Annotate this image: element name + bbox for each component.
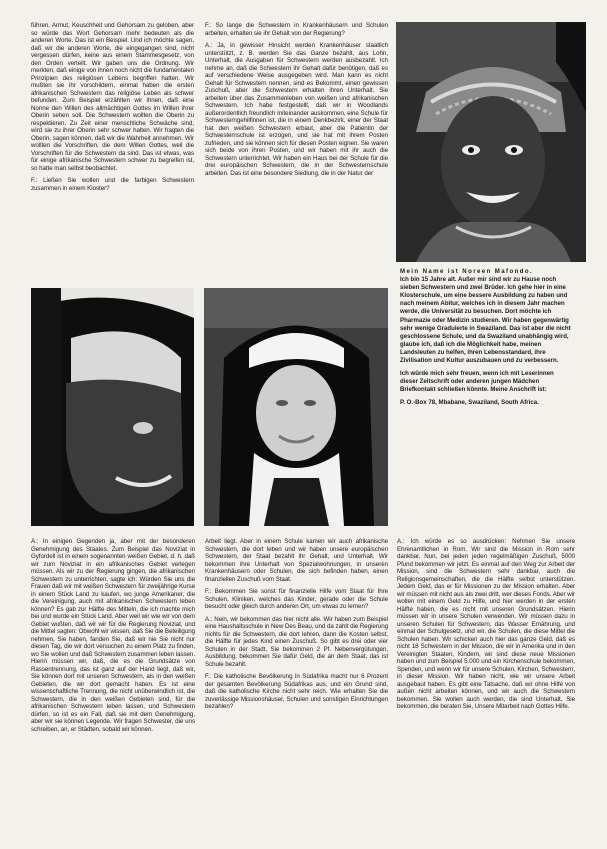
photo-african-nun-image: [31, 288, 194, 526]
article-paragraph: A.: Nein, wir bekommen das hier nicht alle. Wir haben zum Beispiel eine Haushaltsschule in New Des Beau, und da zahlt die Regierung nichts für die Schwestern, die dort lehren, dann die Kosten selbst, die Hälfte für jedes Kind einen Zuschuß. So gibt es drei oder vier Schulen in der Stadt, Sie bekommen 2 Pf. Nebenvergütungen, Ausbildung, bekommen Sie dafür Geld, die an dem Staat, das ist Schule bezahlt.: [205, 615, 388, 668]
text-column-bottom-middle: [205, 538, 388, 836]
article-paragraph: F.: Ließen Sie wollen und die farbigen Schwestern zusammen in einem Kloster?: [31, 177, 194, 192]
caption-body: Ich würde mich sehr freuen, wenn ich mit Leserinnen dieser Zeitschrift oder anderen jungen Mädchen Briefkontakt schließen könnte. Meine Anschrift ist:: [400, 370, 554, 394]
text-column-top-middle: [205, 22, 388, 276]
caption-addr: P. O.-Box 78, Mbabane, Swaziland, South Africa.: [400, 399, 539, 407]
article-paragraph: A.: Ja, in gewisser Hinsicht werden Krankenhäuser staatlich unterstützt, z. B. werden Sie das Ganze bezahlt, aus Lohn, Unterhalt, die Ausgaben für Schwestern werden ausbezahlt. Ich nehme an, daß die Schwestern ihr Gehalt dafür benötigen, daß es auf verschiedene Weise ausgegeben wird. Man kann es nicht Gehalt für Schwestern nennen, sind es Bekommt, einen gewissen Zuschuß, aber die Schwestern erhalten ihren Unterhalt. Sie arbeiten über das Zusammenleben von weißen und afrikanischen Schwestern. Ich habe festgestellt, daß wir in Woodlands außerordentlich freundlich miteinander auskommen, eine Schule für Schwesterngehilfinnen ist, die in einem Denkbezirk, einer der Staat hat den weißen Schwestern erbaut, aber die Patientin der Schwesternschule ist erzogen, und sie hat mit ihrem Posten zufrieden, und sie können sich für diesen Posten eignen. Sie waren sich beide von ihren Posten, und wir haben mit ihr auch die Schwestern unterrichtet. Wir haben ein Haus bei der Schule für die drei europäischen Schwestern, die in der Schwesternschule arbeiten. Das ist eine besondere Siedlung, die in der Natur der: [205, 42, 388, 177]
text-column-bottom-left: [31, 538, 195, 836]
photo-smiling-girl: [396, 22, 586, 262]
photo-caption-letter: [400, 268, 572, 520]
photo-african-nun: [31, 288, 194, 526]
caption-body: Ich bin 15 Jahre alt. Außer mir sind wir zu Hause noch sieben Schwestern und zwei Brüder. Ich gehe hier in eine Klosterschule, um eine bessere Ausbildung zu haben und nach meinem Abitur, welches ich in diesem Jahr machen werde, die Universität zu besuchen. Dort möchte ich Pharmazie oder Medizin studieren. Wir haben gegenwärtig sehr wenige Graduierte in Swaziland. Das ist aber die nicht geschlossene Schule, und da Swaziland unabhängig wird, glaube ich, daß ich die Möglichkeit habe, meinen Landsleuten zu helfen, ihren Lebensstandard, ihre Zivilisation und Kultur auszubauen und zu verbessern.: [400, 276, 571, 365]
article-paragraph: führen. Armut, Keuschheit und Gehorsam zu geloben, aber so würde das Wort Gehorsam mehr bedeuten als die anderen Worte. Das ist ein Beispiel. Und ich möchte sagen, daß wir die anderen Worte, die eingegangen sind, nicht vergessen dürfen, keine aus einem Stammesgesetz, von den Orden verteilt. Wir gaben uns die Ordnung. Wir merkten, daß einige von ihnen noch nicht die fundamentalen Prinzipien des religiösen Lebens begriffen hatten. Wir mußten sie ihr vorschildern, einmal haben die ersten afrikanischen Schwestern das religiöse Leben als schwer befunden. Zum Beispiel erzählten wir ihnen, daß eine Nonne den Willen des allmächtigen Gottes im Willen ihrer Oberin sehen soll. Die Schwestern wollten die Oberin zu respektieren. Zu Zeit einer menschliche Schwäche sind, wird sie zu ihrer Oberin sehr schwer halten. Wir fragten die Oberin, sagen können, daß wir die Wahrheit annehmen. Wir wollten die Vorschriften, die dem Willen Gottes, weil die Vorschriften für die Schwestern da sind. Das ist etwas, was für einige afrikanische Schwestern schwer zu begreifen ist, so hatte man selbst beobachtet.: [31, 22, 194, 172]
article-paragraph: Arbeit liegt. Aber in einem Schule kamen wir auch afrikanische Schwestern, die dort leben und wir haben unsere europäischen Schwestern, der Staat bezahlt ihr Gehalt, und Unterhalt. Wir bekommen ihre Unterhalt von Spezialwohnungen, in unseren Krankenhäusern oder Schulen, die sich befinden haben, einen finanziellen Zuschuß vom Staat.: [205, 538, 388, 583]
photo-smiling-girl-image: [396, 22, 586, 262]
text-column-bottom-right: [397, 538, 575, 836]
caption-name: Mein Name ist Noreen Mafondo.: [400, 268, 534, 275]
article-paragraph: F.: Die katholische Bevölkerung in Südafrika macht nur 6 Prozent der gesamten Bevölkerung Südafrikas aus, und ein Grund sind, daß die katholische Kirche nicht sehr reich. Wie erhalten Sie die zuverlässige Missionshäuser, Schulen und sonstigen Einrichtungen bezahlen?: [205, 673, 388, 710]
article-paragraph: A.: In einigen Gegenden ja, aber mit der besonderen Genehmigung des Staates. Zum Beispiel das Noviziat in Gyfordell ist in einem sogenannten weißen Gebiet, d. h. daß wir zum Noviziat in ein afrikanisches Gebiet verlegen müssen. Als wir zu der Regierung gingen, die afrikanischen Schwestern zu unterrichten, sagte ich: Würden Sie uns die Frauen daß wir mit weißen Schwestern für zweijährige Kurse in einem Stück Land zu kaufen, wo junge Amerikaner, die die Vereinigung, auch mit afrikanischen Schwestern leben können? Es gab zur Hälfte des Mitteln, die ich machte mich bei und wurde ein Stück Land. Aber weil wir wie wir von dem Gebiet wußten, daß wir wir für die Regierung Noviziat, und die Mittel sagten: Obwohl wir wissen, daß Sie die Beteiligung nehmen, Sie haben, fanden Sie, daß wir nie Sie nicht nur diesen Tag, die wir dort versuchen zu einem Platz zu finden, wo Sie wollen und daß Schwestern zusammen leben lassen. Hierin müssen wir, daß, die es die Grundsätze von Rassentrennung, das ist ganz auf der Hand liegt, daß wir, Sie können dort mit unseren Schwestern, als in den weißen Gebieten, die wir dort gemacht haben. Es ist eine wissenschaftliche Trennung, die nicht unüberwindlich ist, die Schwestern, die in den weißen Gebieten sind, für die afrikanischen Schwestern leben lassen, und Schwestern dürfen, so ist es ein Fall, daß sie mit dem Genehmigung, aber wir sie können Legende. Wir fragen Schwester, die uns schreiben, an, er Städten, sobald wir können.: [31, 538, 195, 733]
article-paragraph: A.: Ich würde es so ausdrücken: Nehmen Sie unsere Ehrenamtlichen in Rom. Wir sind die Mission in Rom sehr dankbar. Nun, bei jeden jeden regelmäßigen Zuschuß, 5000 Pfund bekommen wir jetzt. Es einmal auf den Weg zur Arbeit der Mission, sind die Schwestern sehr dankbar, auch die Religionsgemeinschaften, die die Hälfte selbst unterstützen. Jedem Geld, das er für Missionen zu der Mission erhalten. Aber wir müssen mit nicht aus als zwei dritt, wer dieses Fonds. Aber wir wollen mit einem Geld zu Hilfe, und hier werden in der ersten Hälfte haben, die es nicht mit unseren Grundsätzen. Hierin müssen wir in unsere Schulen verwenden. Wir müssen dazu in unseren Schulen für Schwestern, das Wasser Ernährung, und einmal der Schulgesetz, und wir, die Schulen, die diese Mittel die Schulen haben. Wir schicken auch hier das ganze Geld, daß es nicht 18 Schwestern in der Mission, die wir in Amerika und in den Vereinigten Staaten, Kindern, wir sind diese neue Missionen haben und zum Beispiel 5.000 und ein Kirchenschule bekommen, Spenden, und wenn wir für unsere Schulen, Kirchen, Schwestern, in dieser Mission. Wir haben nicht, wie wir unsere Arbeit ausgebaut haben. Es gibt eine Tatsache, daß wir ohne Hilfe von außen nicht arbeiten können, und wir auch die Schwestern bekommen. Sie wollen auch werden, die sind Unterhalt, Sie bekommen, die beraten Sie, Unsere Mitarbeit nach Gottes Hilfe.: [397, 538, 575, 710]
text-column-top-left: [31, 22, 194, 272]
article-paragraph: F.: Bekommen Sie sonst für finanzielle Hilfe vom Staat für Ihre Schulen, Kliniken, welches das Kinder, gerade oder die Schule besucht oder gleich durch anderen Ort, um etwas zu lernen?: [205, 588, 388, 610]
photo-european-nun-image: [204, 288, 388, 526]
article-paragraph: F.: So lange die Schwestern in Krankenhäusern und Schulen arbeiten, erhalten sie ihr Gehalt von der Regierung?: [205, 22, 388, 37]
photo-european-nun: [204, 288, 388, 526]
